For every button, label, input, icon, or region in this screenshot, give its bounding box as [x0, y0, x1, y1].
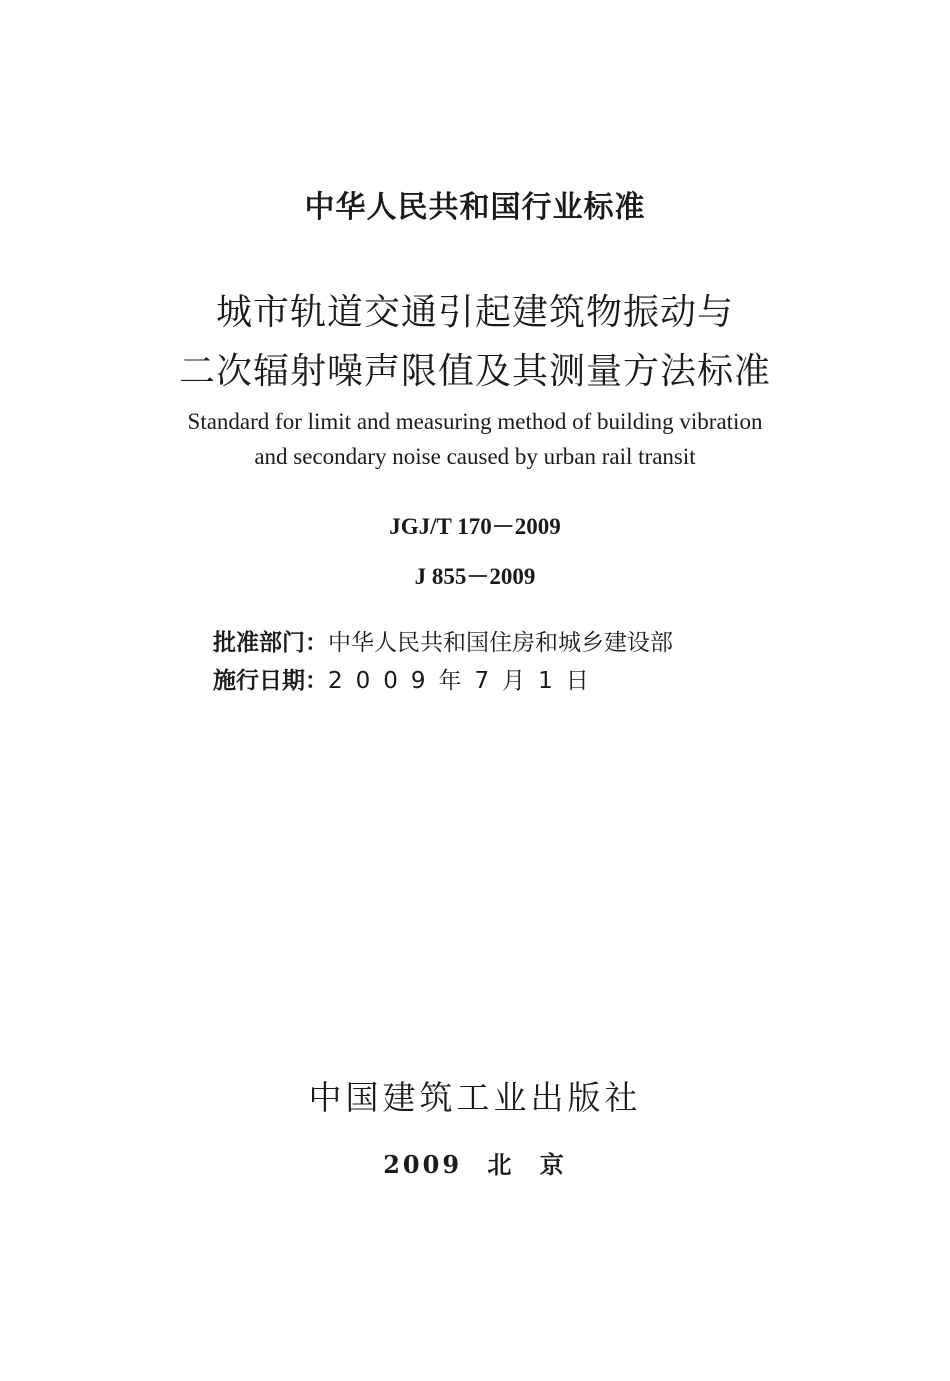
standard-code: JGJ/T 170－2009: [389, 514, 561, 539]
publication-year-place: 2009 北 京: [383, 1150, 567, 1179]
chinese-title-line-2: 二次辐射噪声限值及其测量方法标准: [178, 351, 771, 392]
record-code: J 855－2009: [414, 564, 536, 589]
publisher-name: 中国建筑工业出版社: [308, 1078, 642, 1117]
effective-date-value: 2009年7月1日: [328, 668, 602, 694]
english-title-line-1: Standard for limit and measuring method of building vibration: [187, 409, 763, 434]
approval-label: 批准部门：: [213, 630, 328, 656]
effective-date-label: 施行日期：: [213, 668, 328, 694]
chinese-title-line-1: 城市轨道交通引起建筑物振动与: [215, 292, 734, 333]
effective-date-line: [213, 662, 602, 695]
approval-line: [213, 624, 673, 657]
english-title-line-2: and secondary noise caused by urban rail transit: [254, 444, 696, 469]
approval-value: 中华人民共和国住房和城乡建设部: [328, 630, 673, 656]
standard-category: 中华人民共和国行业标准: [304, 190, 646, 225]
